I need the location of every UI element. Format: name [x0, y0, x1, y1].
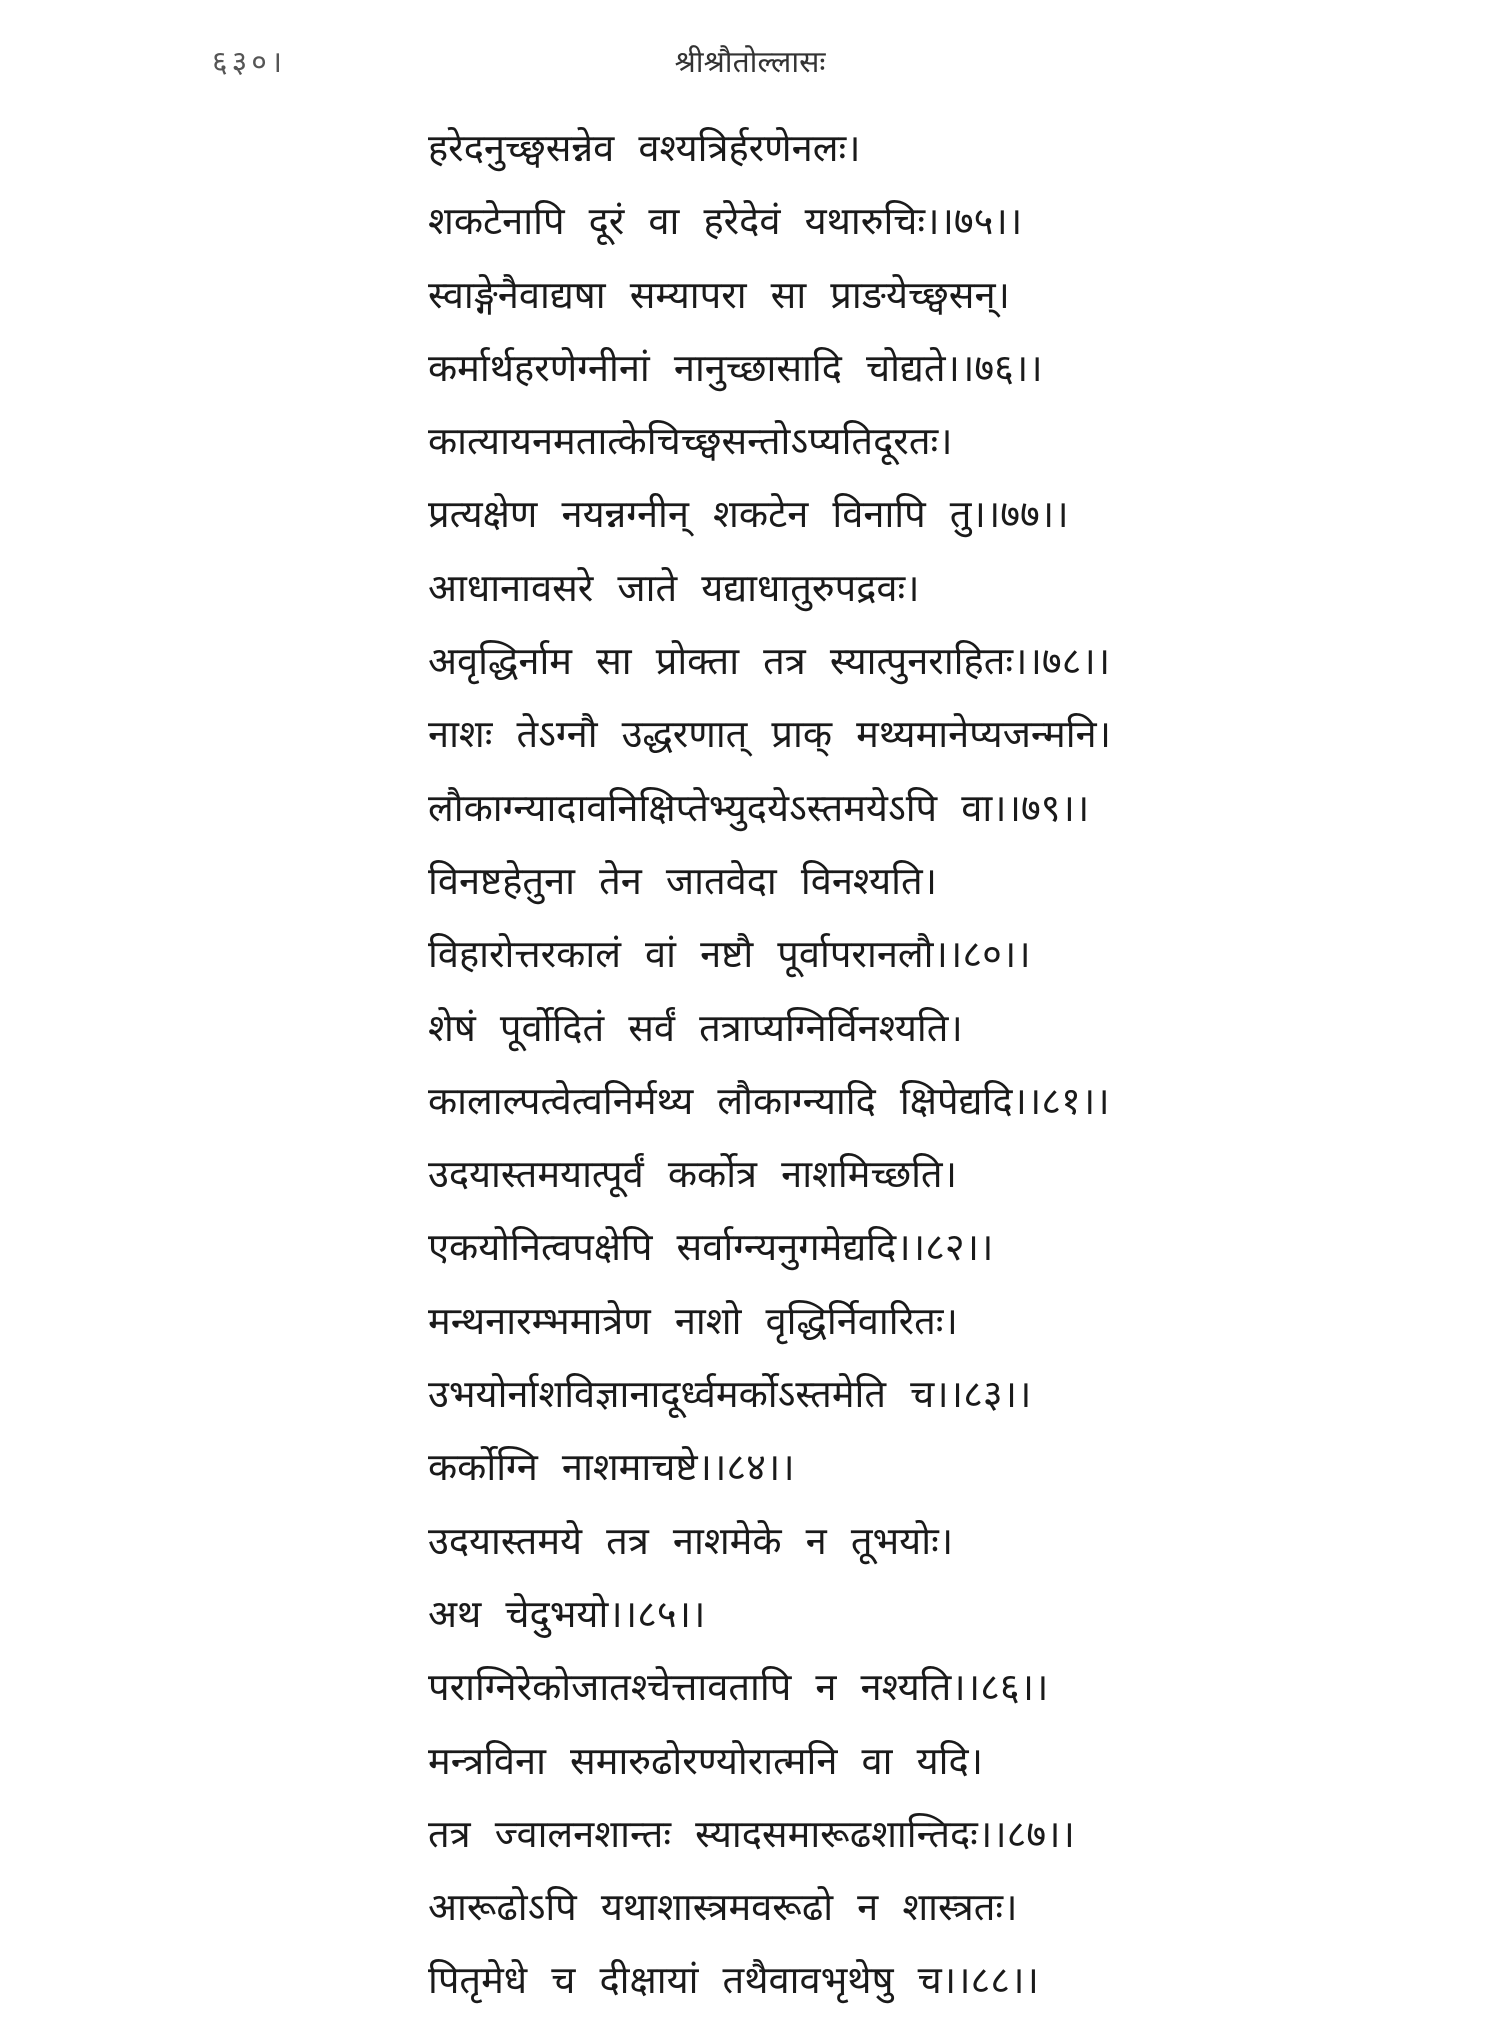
verse-line: अवृद्धिर्नाम सा प्रोक्ता तत्र स्यात्पुनराहितः।।७८।। [428, 639, 1111, 684]
verse-line: कात्यायनमतात्केचिच्छ्वसन्तोऽप्यतिदूरतः। [428, 419, 953, 464]
verse-line: नाशः तेऽग्नौ उद्धरणात् प्राक् मथ्यमानेप्यजन्मनि। [428, 712, 1112, 757]
verse-line: पराग्निरेकोजातश्चेत्तावतापि न नश्यति।।८६।। [428, 1665, 1049, 1710]
verse-line: कर्कोग्नि नाशमाचष्टे।।८४।। [428, 1445, 795, 1490]
verse-line: उदयास्तमये तत्र नाशमेके न तूभयोः। [428, 1518, 954, 1563]
verse-line: लौकाग्न्यादावनिक्षिप्तेभ्युदयेऽस्तमयेऽपि वा।।७९।। [428, 785, 1090, 830]
page-number: ६३०। [212, 45, 287, 80]
verse-line: कालाल्पत्वेत्वनिर्मथ्य लौकाग्न्यादि क्षिपेद्यदि।।८१।। [428, 1078, 1110, 1123]
verse-line: मन्थनारम्भमात्रेण नाशो वृद्धिर्निवारितः। [428, 1298, 958, 1343]
running-title: श्रीश्रौतोल्लासः [674, 45, 826, 80]
verse-line: विहारोत्तरकालं वां नष्टौ पूर्वापरानलौ।।८०।। [428, 932, 1031, 977]
verse-line: प्रत्यक्षेण नयन्नग्नीन् शकटेन विनापि तु।।७७।। [428, 492, 1069, 537]
verse-line: पितृमेधे च दीक्षायां तथैवावभृथेषु च।।८८।। [428, 1958, 1039, 2003]
verse-line: मन्त्रविना समारुढोरण्योरात्मनि वा यदि। [428, 1738, 984, 1783]
verse-line: शेषं पूर्वोदितं सर्वं तत्राप्यग्निर्विनश्यति। [428, 1005, 963, 1050]
verse-line: उभयोर्नाशविज्ञानादूर्ध्वमर्कोऽस्तमेति च।।८३।। [428, 1372, 1032, 1417]
verse-line: आधानावसरे जाते यद्याधातुरुपद्रवः। [428, 565, 920, 610]
verse-line: तत्र ज्वालनशान्तः स्यादसमारूढशान्तिदः।।८७।। [428, 1811, 1075, 1856]
verse-line: हरेदनुच्छ्वसन्नेव वश्यत्रिर्हरणेनलः। [428, 126, 861, 170]
verse-line: विनष्टहेतुना तेन जातवेदा विनश्यति। [428, 858, 938, 903]
verse-line: एकयोनित्वपक्षेपि सर्वाग्न्यनुगमेद्यदि।।८२।। [428, 1225, 994, 1270]
verse-line: उदयास्तमयात्पूर्वं कर्कोत्र नाशमिच्छति। [428, 1152, 957, 1197]
verse-line: स्वाङ्गेनैवाद्यषा सम्यापरा सा प्राङयेच्छ्वसन्। [428, 272, 1010, 317]
verse-block [428, 112, 1111, 2018]
verse-line: आरूढोऽपि यथाशास्त्रमवरूढो न शास्त्रतः। [428, 1885, 1018, 1930]
verse-line: कर्मार्थहरणेग्नीनां नानुच्छासादि चोद्यते।।७६।। [428, 345, 1043, 390]
verse-line: शकटेनापि दूरं वा हरेदेवं यथारुचिः।।७५।। [428, 199, 1023, 244]
verse-line: अथ चेदुभयो।।८५।। [428, 1591, 706, 1636]
